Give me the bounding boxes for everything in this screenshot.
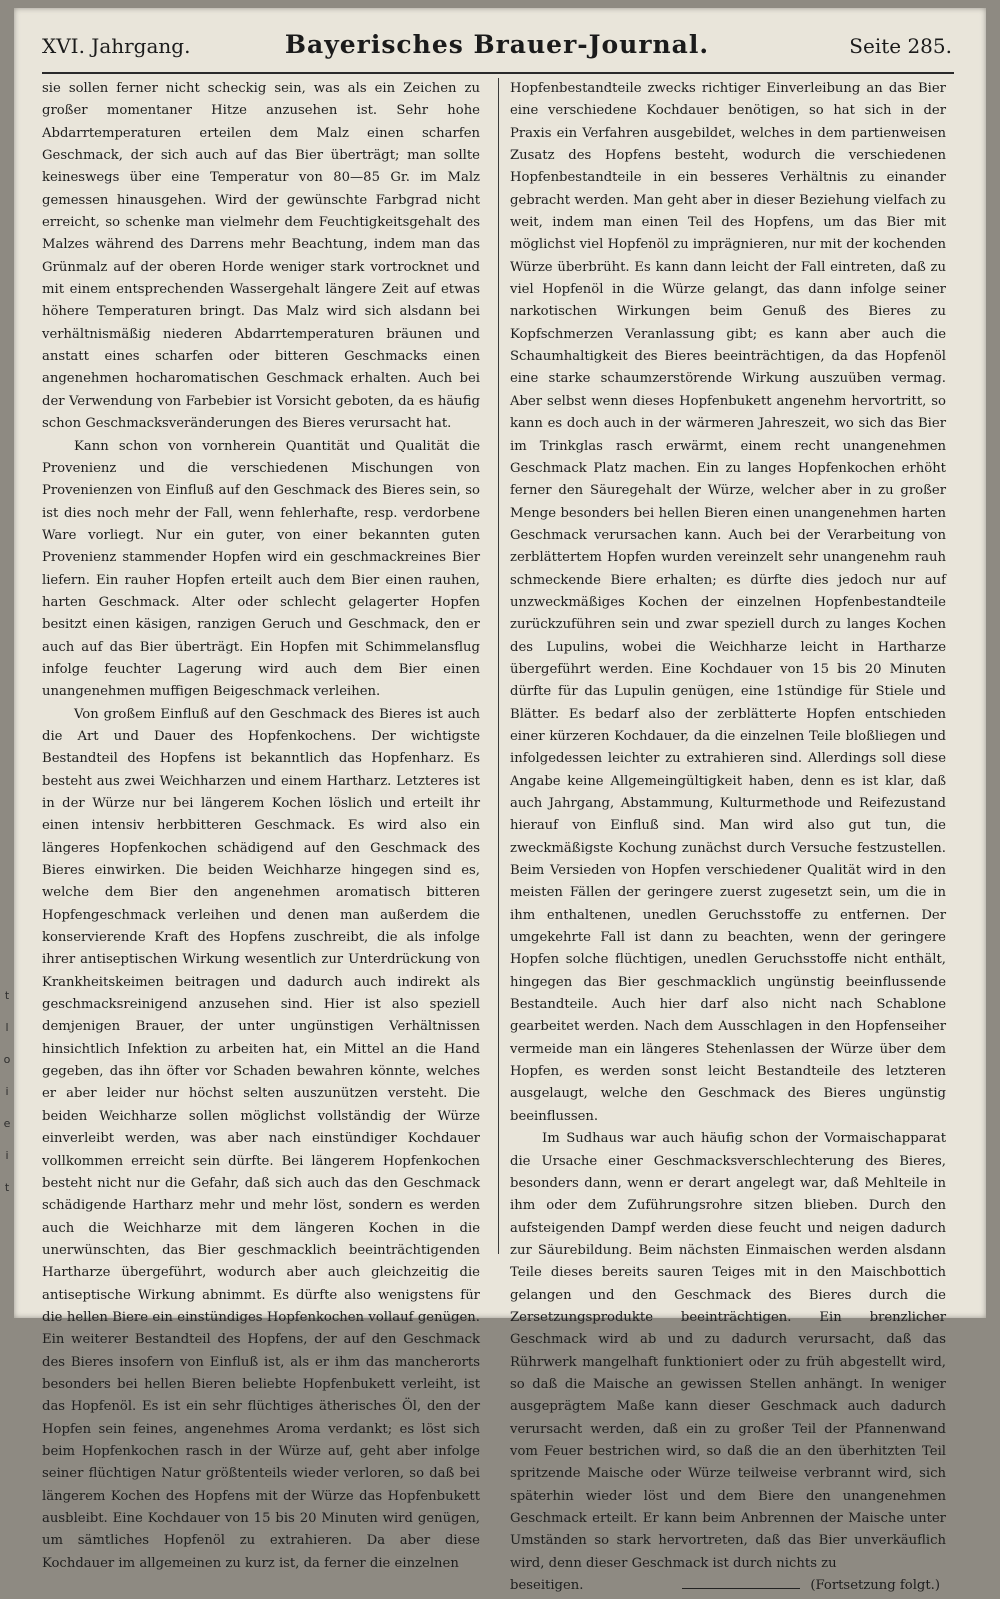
margin-mark: i <box>5 1085 9 1098</box>
margin-mark: o <box>3 1053 11 1066</box>
left-paragraph-1: sie sollen ferner nicht scheckig sein, was als ein Zeichen zu großer momentaner Hitze anzusehen ist. Sehr hohe Abdarrtemperaturen erteilen dem Malz einen scharfen Geschmack, der sich auch auf das Bier überträgt; man sollte keineswegs über eine Temperatur von 80—85 Gr. im Malz gemessen hinausgehen. Wird der gewünschte Farbgrad nicht erreicht, so schenke man vielmehr dem Feuchtigkeitsgehalt des Malzes während des Darrens mehr Beachtung, indem man das Grünmalz auf der oberen Horde weniger stark vortrocknet und mit einem entsprechenden Wassergehalt längere Zeit auf etwas höhere Temperaturen bringt. Das Malz wird sich alsdann bei verhältnismäßig niederen Abdarrtemperaturen bräunen und anstatt eines scharfen oder bitteren Geschmacks einen angenehmen hocharomatischen Geschmack erhalten. Auch bei der Verwendung von Farbebier ist Vorsicht geboten, da es häufig schon Geschmacksveränderungen des Bieres verursacht hat. <box>42 81 480 432</box>
left-paragraph-2: Kann schon von vornherein Quantität und Qualität die Provenienz und die verschiedenen Mischungen von Provenienzen von Einfluß auf den Geschmack des Bieres sein, so ist dies noch mehr der Fall, wenn fehlerhafte, resp. verdorbene Ware vorliegt. Nur ein guter, von einer bekannten guten Provenienz stammender Hopfen wird ein geschmackreines Bier liefern. Ein rauher Hopfen erteilt auch dem Bier einen rauhen, harten Geschmack. Alter oder schlecht gelagerter Hopfen besitzt einen käsigen, ranzigen Geruch und Geschmack, den er auch auf das Bier überträgt. Ein Hopfen mit Schimmelansflug infolge feuchter Lagerung wird auch dem Bier einen unangenehmen muffigen Beigeschmack verleihen. <box>42 438 480 700</box>
right-paragraph-2: Im Sudhaus war auch häufig schon der Vormaischapparat die Ursache einer Geschmacksverschlechterung des Bieres, besonders dann, wenn er derart angelegt war, daß Mehlteile in ihm oder dem Zuführungsrohre sitzen blieben. Durch den aufsteigenden Dampf werden diese feucht und neigen dadurch zur Säurebildung. Beim nächsten Einmaischen werden alsdann Teile dieses bereits sauren Teiges mit in den Maischbottich gelangen und den Geschmack des Bieres durch die Zersetzungsprodukte beeinträchtigen. Ein brenzlicher Geschmack wird ab und zu dadurch verursacht, daß das Rührwerk mangelhaft funktioniert oder zu früh abgestellt wird, so daß die Maische an gewissen Stellen anhängt. In weniger ausgeprägtem Maße kann dieser Geschmack auch dadurch verursacht werden, daß ein zu großer Teil der Pfannenwand vom Feuer bestrichen wird, so daß die an den überhitzten Teil spritzende Maische oder Würze teilweise verbrannt wird, sich späterhin wieder löst und dem Biere den unangenehmen Geschmack erteilt. Er kann beim Anbrennen der Maische unter Umständen so stark hervortreten, daß das Bier unverkäuflich wird, denn dieser Geschmack ist durch nichts zu <box>510 1131 946 1571</box>
closing-word: beseitigen. <box>510 1578 584 1594</box>
page-header <box>42 28 952 64</box>
margin-mark: e <box>3 1117 11 1130</box>
continuation-note: (Fortsetzung folgt.) <box>810 1578 940 1594</box>
newspaper-page <box>14 8 986 1594</box>
margin-mark: l <box>5 1021 9 1034</box>
margin-mark: t <box>4 989 10 1002</box>
page-number: Seite 285. <box>849 34 952 58</box>
right-paragraph-1: Hopfenbestandteile zwecks richtiger Einverleibung an das Bier eine verschiedene Kochdauer benötigen, so hat sich in der Praxis ein Verfahren ausgebildet, welches in dem partienweisen Zusatz des Hopfens besteht, wodurch die verschiedenen Hopfenbestandteile in ein besseres Verhältnis zu einander gebracht werden. Man geht aber in dieser Beziehung vielfach zu weit, indem man einen Teil des Hopfens, um das Bier mit möglichst viel Hopfenöl zu imprägnieren, nur mit der kochenden Würze überbrüht. Es kann dann leicht der Fall eintreten, daß zu viel Hopfenöl in die Würze gelangt, das dann infolge seiner narkotischen Wirkungen beim Genuß des Bieres zu Kopfschmerzen Veranlassung gibt; es kann aber auch die Schaumhaltigkeit des Bieres beeinträchtigen, da das Hopfenöl eine starke schaumzerstörende Wirkung auszuüben vermag. Aber selbst wenn dieses Hopfenbukett angenehm hervortritt, so kann es doch auch in der wärmeren Jahreszeit, wo sich das Bier im Trinkglas rasch erwärmt, einem recht unangenehmen Geschmack Platz machen. Ein zu langes Hopfenkochen erhöht ferner den Säuregehalt der Würze, welcher aber in zu großer Menge besonders bei hellen Bieren einen unangenehmen harten Geschmack verursachen kann. Auch bei der Verarbeitung von zerblättertem Hopfen wurden vereinzelt sehr unangenehm rauh schmeckende Biere erhalten; es dürfte dies jedoch nur auf unzweckmäßiges Kochen der einzelnen Hopfenbestandteile zurückzuführen sein und zwar speziell durch zu langes Kochen des Lupulins, wobei die Weichharze leicht in Hartharze übergeführt werden. Eine Kochdauer von 15 bis 20 Minuten dürfte für das Lupulin genügen, eine 1stündige für Stiele und Blätter. Es bedarf also der zerblätterte Hopfen entschieden einer kürzeren Kochdauer, da die einzelnen Teile bloßliegen und infolgedessen leichter zu extrahieren sind. Allerdings soll diese Angabe keine Allgemeingültigkeit haben, denn es ist klar, daß auch Jahrgang, Abstammung, Kulturmethode und Reifezustand hierauf von Einfluß sind. Man wird also gut tun, die zweckmäßigste Kochung zunächst durch Versuche festzustellen. Beim Versieden von Hopfen verschiedener Qualität wird in den meisten Fällen der geringere zuerst zugesetzt sein, um die in ihm enthaltenen, unedlen Geruchsstoffe zu entfernen. Der umgekehrte Fall ist dann zu beachten, wenn der geringere Hopfen solche flüchtigen, unedlen Geruchsstoffe nicht enthält, hingegen das Bier geschmacklich ungünstig beeinflussende Bestandteile. Auch hier darf also nicht nach Schablone gearbeitet werden. Nach dem Ausschlagen in den Hopfenseiher vermeide man ein längeres Stehenlassen der Würze über dem Hopfen, es werden sonst leicht Bestandteile des letzteren ausgelaugt, welche den Geschmack des Bieres ungünstig beeinflussen. <box>510 81 946 1124</box>
column-divider <box>498 78 499 1254</box>
end-rule <box>682 1588 800 1589</box>
margin-marks <box>0 980 14 1240</box>
header-rule <box>42 72 954 74</box>
left-column <box>42 78 480 1575</box>
margin-mark: i <box>5 1149 9 1162</box>
margin-mark: t <box>4 1181 10 1194</box>
left-paragraph-3: Von großem Einfluß auf den Geschmack des Bieres ist auch die Art und Dauer des Hopfenkochens. Der wichtigste Bestandteil des Hopfens ist bekanntlich das Hopfenharz. Es besteht aus zwei Weichharzen und einem Hartharz. Letzteres ist in der Würze nur bei längerem Kochen löslich und erteilt ihr einen intensiv herbbitteren Geschmack. Es wird also ein längeres Hopfenkochen schädigend auf den Geschmack des Bieres einwirken. Die beiden Weichharze hingegen sind es, welche dem Bier den angenehmen aromatisch bitteren Hopfengeschmack verleihen und denen man außerdem die konservierende Kraft des Hopfens zuschreibt, die als infolge ihrer antiseptischen Wirkung wesentlich zur Unterdrückung von Krankheitskeimen beitragen und dadurch auch indirekt als geschmacksreinigend anzusehen sind. Hier ist also speziell demjenigen Brauer, der unter ungünstigen Verhältnissen hinsichtlich Infektion zu arbeiten hat, ein Mittel an die Hand gegeben, das ihn öfter vor Schaden bewahren könnte, welches er aber leider nur höchst selten auszunützen versteht. Die beiden Weichharze sollen möglichst vollständig der Würze einverleibt werden, was aber nach einstündiger Kochdauer vollkommen erreicht sein dürfte. Bei längerem Hopfenkochen besteht nicht nur die Gefahr, daß sich auch das den Geschmack schädigende Hartharz mehr und mehr löst, sondern es werden auch die Weichharze mit dem längeren Kochen in die unerwünschten, das Bier geschmacklich beeinträchtigenden Hartharze übergeführt, wodurch aber auch gleichzeitig die antiseptische Wirkung abnimmt. Es dürfte also wenigstens für die hellen Biere ein einstündiges Hopfenkochen vollauf genügen. Ein weiterer Bestandteil des Hopfens, der auf den Geschmack des Bieres insofern von Einfluß ist, als er ihm das mancherorts besonders bei hellen Bieren beliebte Hopfenbukett verleiht, ist das Hopfenöl. Es ist ein sehr flüchtiges ätherisches Öl, den der Hopfen sein feines, angenehmes Aroma verdankt; es löst sich beim Hopfenkochen rasch in der Würze auf, geht aber infolge seiner flüchtigen Natur größtenteils wieder verloren, so daß bei längerem Kochen des Hopfens mit der Würze das Hopfenbukett ausbleibt. Eine Kochdauer von 15 bis 20 Minuten wird genügen, um sämtliches Hopfenöl zu extrahieren. Da aber diese Kochdauer im allgemeinen zu kurz ist, da ferner die einzelnen <box>42 706 480 1571</box>
article-signoff <box>510 1575 946 1599</box>
journal-title: Bayerisches Brauer-Journal. <box>284 30 710 59</box>
volume-label: XVI. Jahrgang. <box>42 34 191 58</box>
right-column <box>510 78 946 1599</box>
